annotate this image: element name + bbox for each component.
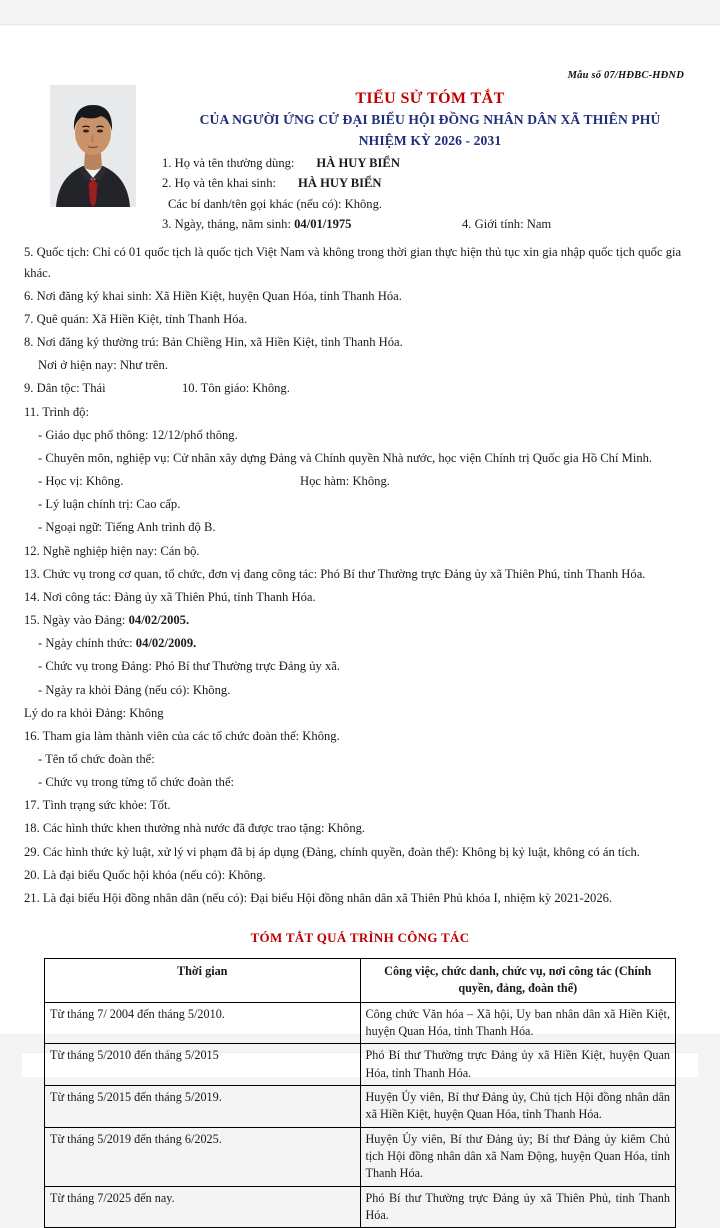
field-gender: 4. Giới tính: Nam (462, 217, 552, 232)
field-political-theory: - Lý luận chính trị: Cao cấp. (38, 497, 181, 512)
cell-time: Từ tháng 7/2025 đến nay. (45, 1186, 361, 1228)
field-academic-title: Học hàm: Không. (300, 474, 390, 489)
field-current-residence: Nơi ở hiện nay: Như trên. (38, 358, 168, 373)
field-full-name-birth (162, 173, 698, 193)
field-birth-registration-place: 6. Nơi đăng ký khai sinh: Xã Hiền Kiệt, huyện Quan Hóa, tỉnh Thanh Hóa. (24, 288, 402, 303)
field-foreign-language: - Ngoại ngữ: Tiếng Anh trình độ B. (38, 520, 216, 535)
field-value: HÀ HUY BIỂN (316, 155, 400, 170)
field-permanent-residence: 8. Nơi đăng ký thường trú: Bản Chiềng Hin, xã Hiền Kiệt, tỉnh Thanh Hóa. (24, 335, 403, 350)
table-row (45, 1186, 676, 1228)
field-ethnicity: 9. Dân tộc: Thái (24, 381, 106, 396)
field-mass-organizations: 16. Tham gia làm thành viên của các tổ chức đoàn thể: Không. (24, 728, 340, 743)
page-subtitle-line3: NHIỆM KỲ 2026 - 2031 (358, 132, 502, 148)
top-fields (162, 151, 698, 235)
field-religion: 10. Tôn giáo: Không. (182, 381, 290, 396)
table-header-row (45, 959, 676, 1003)
viewer-top-gap (0, 0, 720, 24)
cell-time: Từ tháng 5/2015 đến tháng 5/2019. (45, 1086, 361, 1128)
field-workplace: 14. Nơi công tác: Đảng ủy xã Thiên Phú, tỉnh Thanh Hóa. (24, 589, 316, 604)
field-label: 1. Họ và tên thường dùng: (162, 155, 295, 170)
column-header-time: Thời gian (45, 959, 361, 1003)
field-health-status: 17. Tình trạng sức khỏe: Tốt. (24, 798, 171, 813)
cell-description: Phó Bí thư Thường trực Đảng ủy xã Hiền Kiệt, huyện Quan Hóa, tỉnh Thanh Hóa. (360, 1044, 676, 1086)
field-organization-name: - Tên tổ chức đoàn thể: (38, 751, 155, 766)
cell-description: Phó Bí thư Thường trực Đảng ủy xã Thiên Phủ, tỉnh Thanh Hóa. (360, 1186, 676, 1228)
field-value: HÀ HUY BIỂN (298, 176, 382, 191)
table-row (45, 1086, 676, 1128)
field-party-leave-reason: Lý do ra khỏi Đảng: Không (24, 705, 164, 720)
title-block (162, 81, 698, 151)
field-aliases: Các bí danh/tên gọi khác (nếu có): Không. (168, 196, 383, 211)
work-history-title: TÓM TẮT QUÁ TRÌNH CÔNG TÁC (250, 930, 470, 946)
field-party-join-date: 15. Ngày vào Đảng: 04/02/2005. (24, 613, 190, 628)
field-party-position: - Chức vụ trong Đảng: Phó Bí thư Thường trực Đảng ủy xã. (38, 659, 341, 674)
field-education-heading: 11. Trình độ: (24, 404, 89, 419)
field-dob-gender-row (162, 214, 698, 234)
field-organization-position: - Chức vụ trong từng tổ chức đoàn thể: (38, 775, 235, 790)
field-general-education: - Giáo dục phổ thông: 12/12/phổ thông. (38, 427, 238, 442)
field-professional-qualification: - Chuyên môn, nghiệp vụ: Cử nhân xây dựng Đảng và Chính quyền Nhà nước, học viện Chính trị Quốc gia Hồ Chí Minh. (38, 450, 653, 465)
field-state-awards: 18. Các hình thức khen thưởng nhà nước đã được trao tặng: Không. (24, 821, 366, 836)
candidate-photo (50, 85, 136, 207)
document-header (22, 81, 698, 235)
field-nationality: 5. Quốc tịch: Chỉ có 01 quốc tịch là quốc tịch Việt Nam và không trong thời gian thực hiện thủ tục xin gia nhập quốc tịch quốc gia khác. (24, 244, 682, 280)
field-degree-title-row (24, 470, 698, 493)
table-row (45, 1127, 676, 1186)
field-party-official-date: - Ngày chính thức: 04/02/2009. (38, 636, 197, 651)
field-hometown: 7. Quê quán: Xã Hiền Kiệt, tỉnh Thanh Hóa. (24, 312, 248, 326)
field-national-assembly-deputy: 20. Là đại biểu Quốc hội khóa (nếu có): Không. (24, 867, 266, 882)
field-occupation: 12. Nghề nghiệp hiện nay: Cán bộ. (24, 543, 200, 558)
field-peoples-council-deputy: 21. Là đại biểu Hội đồng nhân dân (nếu có): Đại biểu Hội đồng nhân dân xã Thiên Phủ khóa I, nhiệm kỳ 2021-2026. (24, 890, 613, 905)
column-header-description: Công việc, chức danh, chức vụ, nơi công tác (Chính quyền, đảng, đoàn thể) (360, 959, 676, 1003)
work-history-table (44, 958, 676, 1228)
field-label: 2. Họ và tên khai sinh: (162, 176, 277, 191)
cell-description: Huyện Ủy viên, Bí thư Đảng ủy, Chủ tịch Hội đồng nhân dân xã Hiền Kiệt, huyện Quan Hóa, tỉnh Thanh Hóa. (360, 1086, 676, 1128)
form-number: Mẫu số 07/HĐBC-HĐND (567, 70, 684, 81)
page-title: TIỂU SỬ TÓM TẮT (355, 90, 505, 107)
field-full-name-common (162, 153, 698, 173)
field-date-of-birth: 3. Ngày, tháng, năm sinh: 04/01/1975 (162, 217, 352, 232)
field-ethnicity-religion-row (24, 377, 698, 400)
field-position-current-org: 13. Chức vụ trong cơ quan, tổ chức, đơn vị đang công tác: Phó Bí thư Thường trực Đảng ủy xã Thiên Phú, tỉnh Thanh Hóa. (24, 566, 646, 581)
page-subtitle-line2: CỦA NGƯỜI ỨNG CỬ ĐẠI BIỂU HỘI ĐỒNG NHÂN DÂN XÃ THIÊN PHỦ (199, 112, 661, 128)
cell-description: Công chức Văn hóa – Xã hội, Uy ban nhân dân xã Hiền Kiệt, huyện Quan Hóa, tỉnh Thanh Hóa. (360, 1002, 676, 1044)
cell-time: Từ tháng 7/ 2004 đến tháng 5/2010. (45, 1002, 361, 1044)
field-academic-degree: - Học vị: Không. (38, 474, 124, 489)
table-row (45, 1002, 676, 1044)
cell-time: Từ tháng 5/2019 đến tháng 6/2025. (45, 1127, 361, 1186)
cell-description: Huyện Ủy viên, Bí thư Đảng ủy; Bí thư Đảng ủy kiêm Chủ tịch Hội đồng nhân dân xã Nam Động, huyện Quan Hóa, tỉnh Thanh Hóa. (360, 1127, 676, 1186)
document-page (0, 26, 720, 1222)
field-party-leave-date: - Ngày ra khỏi Đảng (nếu có): Không. (38, 682, 231, 697)
table-row (45, 1044, 676, 1086)
cell-time: Từ tháng 5/2010 đến tháng 5/2015 (45, 1044, 361, 1086)
biography-fields (22, 235, 698, 911)
field-disciplinary-actions: 29. Các hình thức kỷ luật, xử lý vi phạm đã bị áp dụng (Đảng, chính quyền, đoàn thể): Không bị kỷ luật, không có án tích. (24, 844, 640, 859)
